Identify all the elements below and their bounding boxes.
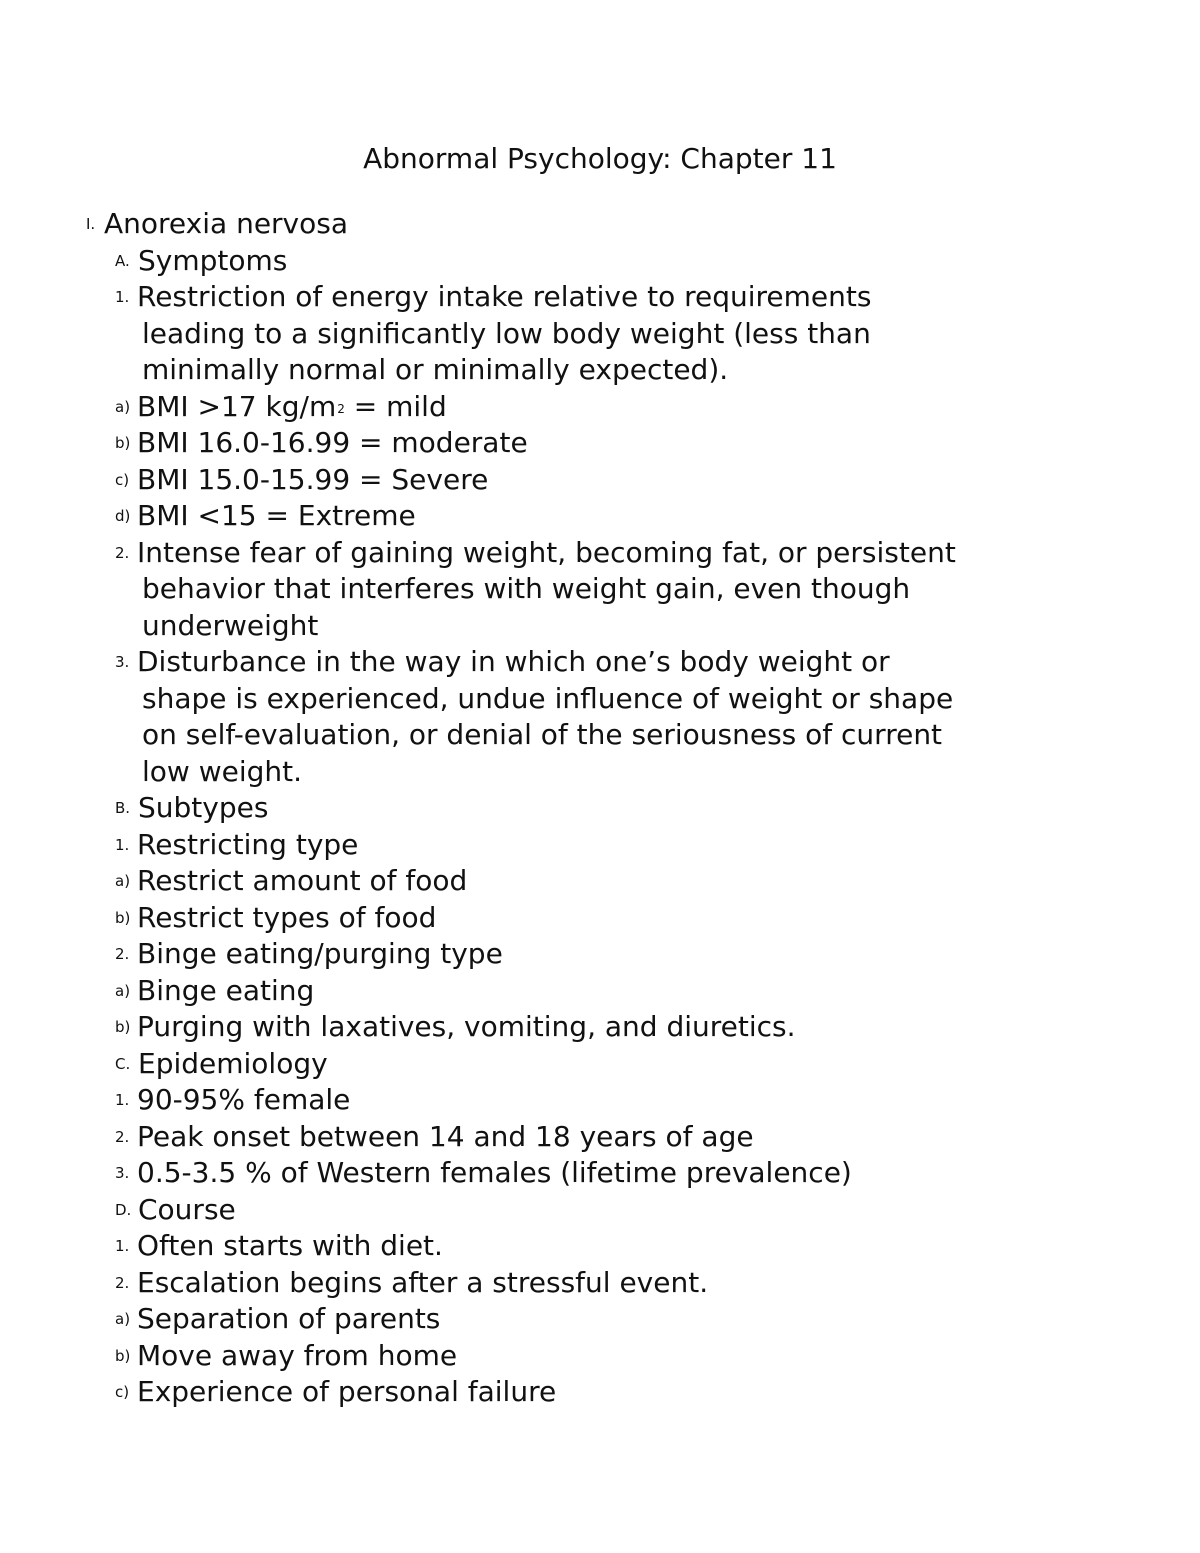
list-item-continuation: [0, 754, 1200, 791]
subsection-heading: [0, 1046, 1200, 1083]
page-title: Abnormal Psychology: Chapter 11: [363, 142, 837, 175]
list-item-text: Restrict amount of food: [137, 864, 468, 897]
list-item-text: BMI 15.0-15.99 = Severe: [137, 462, 489, 496]
list-item-text: Disturbance in the way in which one’s body weight or: [137, 645, 890, 678]
list-marker: a): [115, 872, 131, 890]
list-marker: 2.: [115, 1273, 130, 1292]
list-item-text: leading to a significantly low body weight (less than: [142, 316, 871, 350]
list-item-text: Restricting type: [137, 827, 359, 861]
list-item-text: Binge eating: [137, 973, 315, 1007]
list-item-continuation: [0, 352, 1200, 389]
list-marker: a): [115, 1310, 131, 1328]
list-item-text: Subtypes: [138, 791, 269, 824]
subsection-heading: [0, 790, 1200, 827]
list-marker: D.: [115, 1200, 132, 1219]
list-item-text: minimally normal or minimally expected).: [142, 353, 729, 386]
list-marker: I.: [86, 215, 96, 233]
list-item-text: 90-95% female: [137, 1083, 351, 1116]
list-item-text: 0.5-3.5 % of Western females (lifetime prevalence): [137, 1156, 852, 1189]
list-item-text: Restriction of energy intake relative to requirements: [137, 280, 872, 313]
list-item-text: behavior that interferes with weight gain, even though: [142, 572, 911, 605]
sub-list-item: [0, 1338, 1200, 1375]
list-marker: C.: [115, 1054, 131, 1073]
list-marker: A.: [115, 251, 130, 270]
list-item-text: Often starts with diet.: [137, 1229, 443, 1262]
list-item: [0, 535, 1200, 572]
sub-list-item: [0, 973, 1200, 1010]
sub-list-item: [0, 498, 1200, 535]
list-item-continuation: [0, 316, 1200, 353]
list-item-text: Restrict types of food: [137, 900, 437, 934]
outline: [0, 206, 1200, 1411]
list-item-text: Epidemiology: [138, 1046, 328, 1080]
subsection-heading: [0, 1192, 1200, 1229]
list-item: [0, 1265, 1200, 1302]
section-heading: [0, 206, 1200, 243]
sub-list-item: [0, 863, 1200, 900]
list-item: [0, 936, 1200, 973]
list-item-text: shape is experienced, undue influence of weight or shape: [142, 681, 954, 715]
list-item-text: Intense fear of gaining weight, becoming fat, or persistent: [137, 535, 956, 569]
bmi-text: BMI >17 $kg/m^2$ = mild: [137, 389, 447, 423]
list-marker: d): [115, 507, 131, 525]
sub-list-item: [0, 900, 1200, 937]
list-marker: 2.: [115, 945, 130, 963]
list-item-text: Anorexia nervosa: [104, 207, 349, 240]
sub-list-item: [0, 389, 1200, 426]
list-item-text: on self-evaluation, or denial of the seriousness of current: [142, 718, 943, 751]
list-item-text: Experience of personal failure: [137, 1375, 557, 1408]
list-marker: a): [115, 981, 131, 1000]
superscript: 2: [337, 401, 345, 416]
list-item-continuation: [0, 681, 1200, 718]
list-item-text: Escalation begins after a stressful event.: [137, 1265, 709, 1299]
list-item: [0, 1119, 1200, 1156]
list-marker: b): [115, 908, 131, 927]
list-marker: 3.: [115, 1164, 130, 1182]
list-item-continuation: [0, 571, 1200, 608]
list-item-text: low weight.: [142, 754, 303, 788]
list-item: [0, 644, 1200, 681]
list-item-text: Symptoms: [138, 243, 288, 277]
list-item-text: Purging with laxatives, vomiting, and diuretics.: [137, 1010, 796, 1043]
list-item: [0, 1228, 1200, 1265]
sub-list-item: [0, 1374, 1200, 1411]
list-marker: 2.: [115, 543, 130, 562]
list-item-text: BMI 16.0-16.99 = moderate: [137, 426, 528, 459]
sub-list-item: [0, 425, 1200, 462]
list-item: [0, 1082, 1200, 1119]
list-item-text: BMI <15 = Extreme: [137, 499, 416, 532]
list-marker: c): [115, 470, 130, 489]
list-item: [0, 1155, 1200, 1192]
list-item-text: Binge eating/purging type: [137, 937, 503, 970]
list-item-text: Course: [138, 1192, 236, 1226]
list-marker: 1.: [115, 835, 130, 854]
list-item: [0, 279, 1200, 316]
list-marker: c): [115, 1383, 130, 1401]
sub-list-item: [0, 1009, 1200, 1046]
list-item: [0, 827, 1200, 864]
list-marker: 2.: [115, 1127, 130, 1146]
list-item-text: Separation of parents: [137, 1302, 441, 1335]
list-marker: b): [115, 434, 131, 452]
sub-list-item: [0, 462, 1200, 499]
list-marker: b): [115, 1018, 131, 1036]
list-item-text: underweight: [142, 608, 319, 642]
list-marker: 1.: [115, 1091, 130, 1109]
list-marker: 1.: [115, 288, 130, 306]
list-item-text: [137, 389, 447, 428]
list-marker: a): [115, 397, 131, 416]
list-marker: B.: [115, 799, 131, 817]
list-item-continuation: [0, 608, 1200, 645]
sub-list-item: [0, 1301, 1200, 1338]
list-item-text: Peak onset between 14 and 18 years of age: [137, 1119, 754, 1153]
list-marker: b): [115, 1346, 131, 1365]
list-marker: 1.: [115, 1237, 130, 1255]
list-marker: 3.: [115, 653, 130, 671]
list-item-text: Move away from home: [137, 1338, 458, 1372]
list-item-continuation: [0, 717, 1200, 754]
subsection-heading: [0, 243, 1200, 280]
